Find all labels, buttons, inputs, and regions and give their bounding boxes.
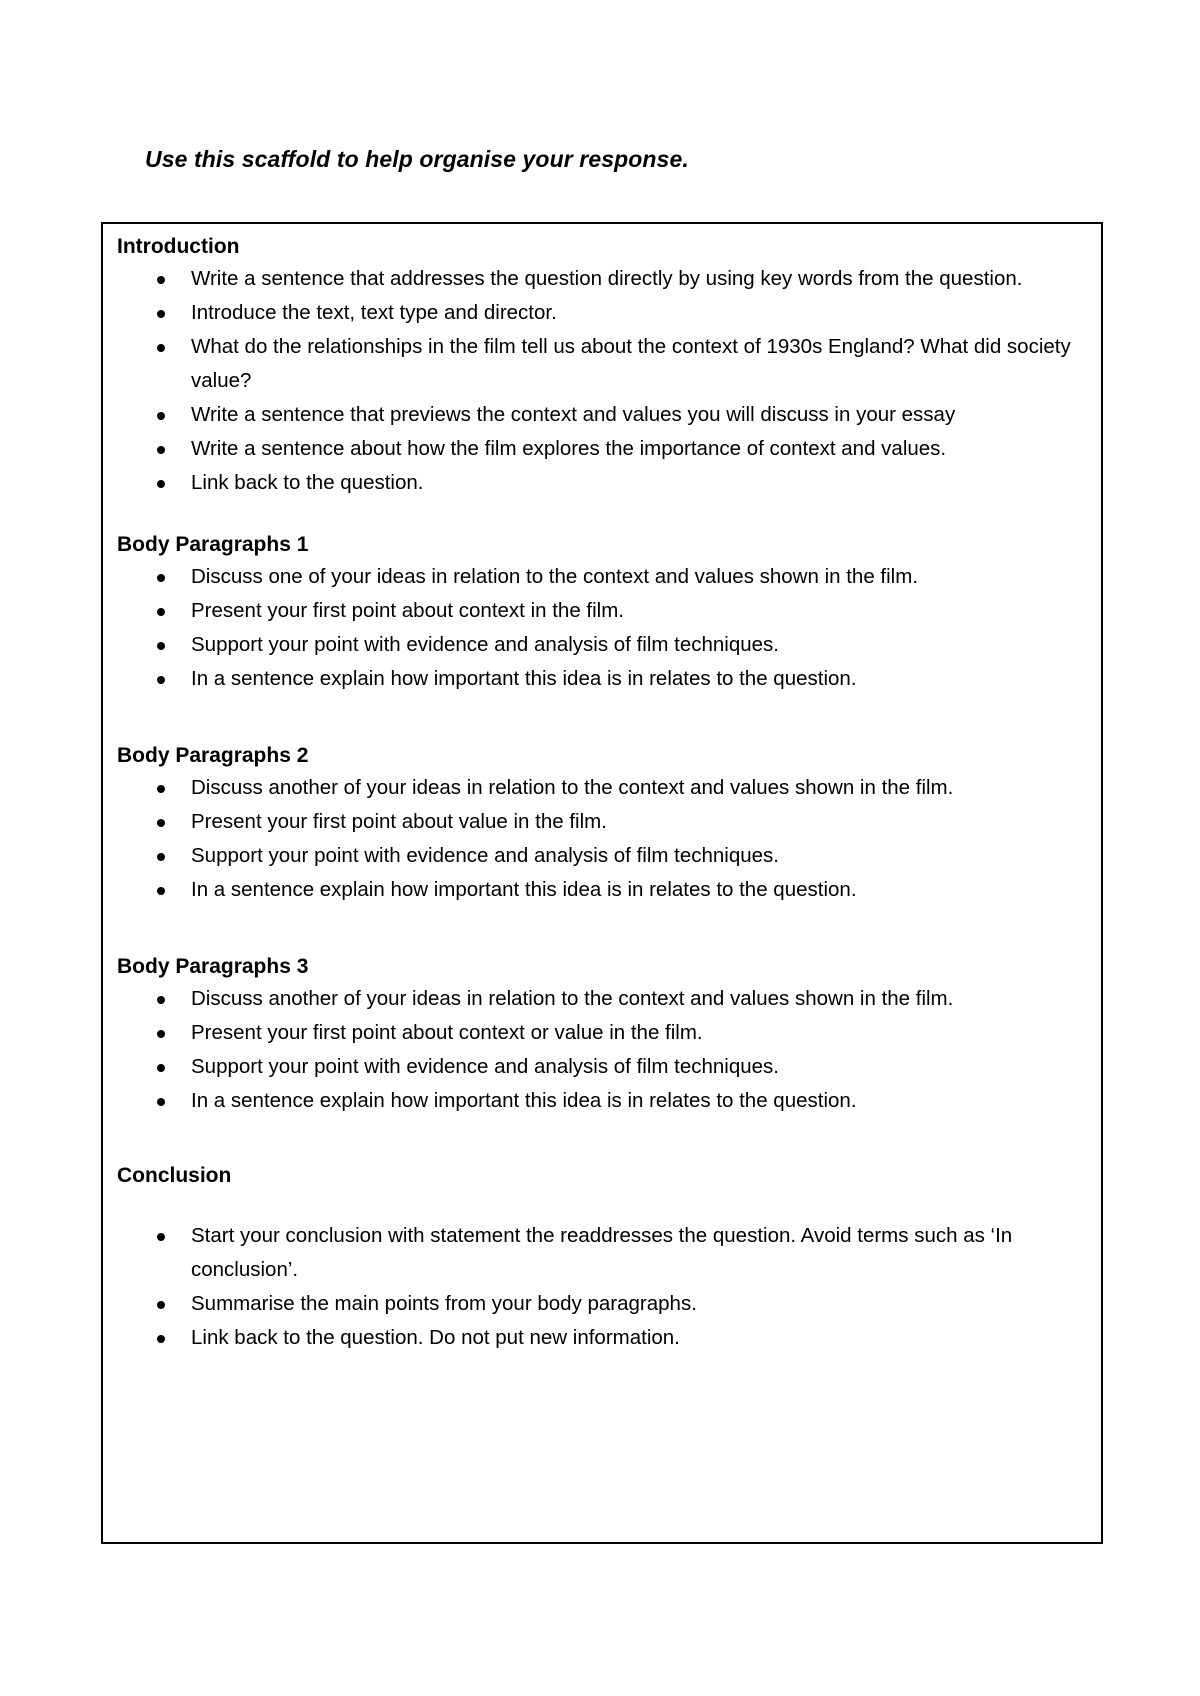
list-item bbox=[117, 982, 1087, 1016]
list-item-text: Discuss one of your ideas in relation to the context and values shown in the film. bbox=[191, 565, 919, 588]
list-item-text: In a sentence explain how important this idea is in relates to the question. bbox=[191, 1089, 857, 1112]
bullet-list bbox=[117, 1219, 1087, 1355]
section-conclusion bbox=[117, 1161, 1087, 1355]
list-item bbox=[117, 1050, 1087, 1084]
list-item bbox=[117, 432, 1087, 466]
bullet-icon bbox=[157, 785, 165, 793]
list-item-text: In a sentence explain how important this idea is in relates to the question. bbox=[191, 667, 857, 690]
bullet-list bbox=[117, 771, 1087, 907]
bullet-icon bbox=[157, 276, 165, 284]
bullet-icon bbox=[157, 608, 165, 616]
list-item-text: In a sentence explain how important this idea is in relates to the question. bbox=[191, 878, 857, 901]
list-item bbox=[117, 1321, 1087, 1355]
bullet-list bbox=[117, 560, 1087, 696]
section-heading: Body Paragraphs 1 bbox=[117, 533, 309, 556]
bullet-icon bbox=[157, 480, 165, 488]
list-item bbox=[117, 330, 1087, 398]
list-item-text: Link back to the question. bbox=[191, 471, 424, 494]
bullet-icon bbox=[157, 819, 165, 827]
bullet-icon bbox=[157, 642, 165, 650]
list-item-text: Introduce the text, text type and director. bbox=[191, 301, 557, 324]
list-item bbox=[117, 628, 1087, 662]
bullet-icon bbox=[157, 310, 165, 318]
section-body-paragraphs-2 bbox=[117, 741, 1087, 907]
bullet-icon bbox=[157, 1335, 165, 1343]
section-introduction bbox=[117, 232, 1087, 500]
list-item-text: Write a sentence that addresses the question directly by using key words from the question. bbox=[191, 267, 1023, 290]
bullet-list bbox=[117, 262, 1087, 500]
list-item bbox=[117, 1084, 1087, 1118]
list-item bbox=[117, 466, 1087, 500]
list-item-text: Start your conclusion with statement the readdresses the question. Avoid terms such as ‘In conclusion’. bbox=[191, 1224, 1013, 1281]
bullet-icon bbox=[157, 676, 165, 684]
list-item bbox=[117, 594, 1087, 628]
section-heading: Body Paragraphs 3 bbox=[117, 955, 309, 978]
page-title: Use this scaffold to help organise your response. bbox=[145, 146, 689, 172]
bullet-list bbox=[117, 982, 1087, 1118]
list-item bbox=[117, 771, 1087, 805]
bullet-icon bbox=[157, 344, 165, 352]
section-body-paragraphs-3 bbox=[117, 952, 1087, 1118]
section-heading: Conclusion bbox=[117, 1164, 232, 1187]
bullet-icon bbox=[157, 1098, 165, 1106]
list-item bbox=[117, 805, 1087, 839]
list-item-text: Support your point with evidence and analysis of film techniques. bbox=[191, 1055, 780, 1078]
list-item bbox=[117, 1016, 1087, 1050]
bullet-icon bbox=[157, 446, 165, 454]
section-heading: Body Paragraphs 2 bbox=[117, 744, 309, 767]
list-item-text: Link back to the question. Do not put new information. bbox=[191, 1326, 680, 1349]
list-item bbox=[117, 662, 1087, 696]
list-item bbox=[117, 1287, 1087, 1321]
list-item-text: Write a sentence that previews the context and values you will discuss in your essay bbox=[191, 403, 956, 426]
list-item-text: Summarise the main points from your body paragraphs. bbox=[191, 1292, 697, 1315]
list-item bbox=[117, 873, 1087, 907]
scaffold-box bbox=[101, 222, 1103, 1544]
list-item-text: Present your first point about context or value in the film. bbox=[191, 1021, 703, 1044]
list-item-text: Present your first point about value in the film. bbox=[191, 810, 607, 833]
list-item-text: What do the relationships in the film tell us about the context of 1930s England? What did society value? bbox=[191, 335, 1071, 392]
list-item-text: Support your point with evidence and analysis of film techniques. bbox=[191, 633, 780, 656]
bullet-icon bbox=[157, 1301, 165, 1309]
list-item-text: Discuss another of your ideas in relation to the context and values shown in the film. bbox=[191, 776, 954, 799]
bullet-icon bbox=[157, 1064, 165, 1072]
bullet-icon bbox=[157, 1030, 165, 1038]
list-item bbox=[117, 839, 1087, 873]
list-item-text: Support your point with evidence and analysis of film techniques. bbox=[191, 844, 780, 867]
bullet-icon bbox=[157, 887, 165, 895]
list-item bbox=[117, 398, 1087, 432]
bullet-icon bbox=[157, 853, 165, 861]
bullet-icon bbox=[157, 1233, 165, 1241]
section-body-paragraphs-1 bbox=[117, 530, 1087, 696]
list-item bbox=[117, 262, 1087, 296]
bullet-icon bbox=[157, 574, 165, 582]
list-item-text: Discuss another of your ideas in relation to the context and values shown in the film. bbox=[191, 987, 954, 1010]
list-item bbox=[117, 560, 1087, 594]
list-item-text: Present your first point about context in the film. bbox=[191, 599, 624, 622]
list-item bbox=[117, 1219, 1087, 1287]
bullet-icon bbox=[157, 412, 165, 420]
bullet-icon bbox=[157, 996, 165, 1004]
section-heading: Introduction bbox=[117, 235, 240, 258]
list-item bbox=[117, 296, 1087, 330]
list-item-text: Write a sentence about how the film explores the importance of context and values. bbox=[191, 437, 947, 460]
